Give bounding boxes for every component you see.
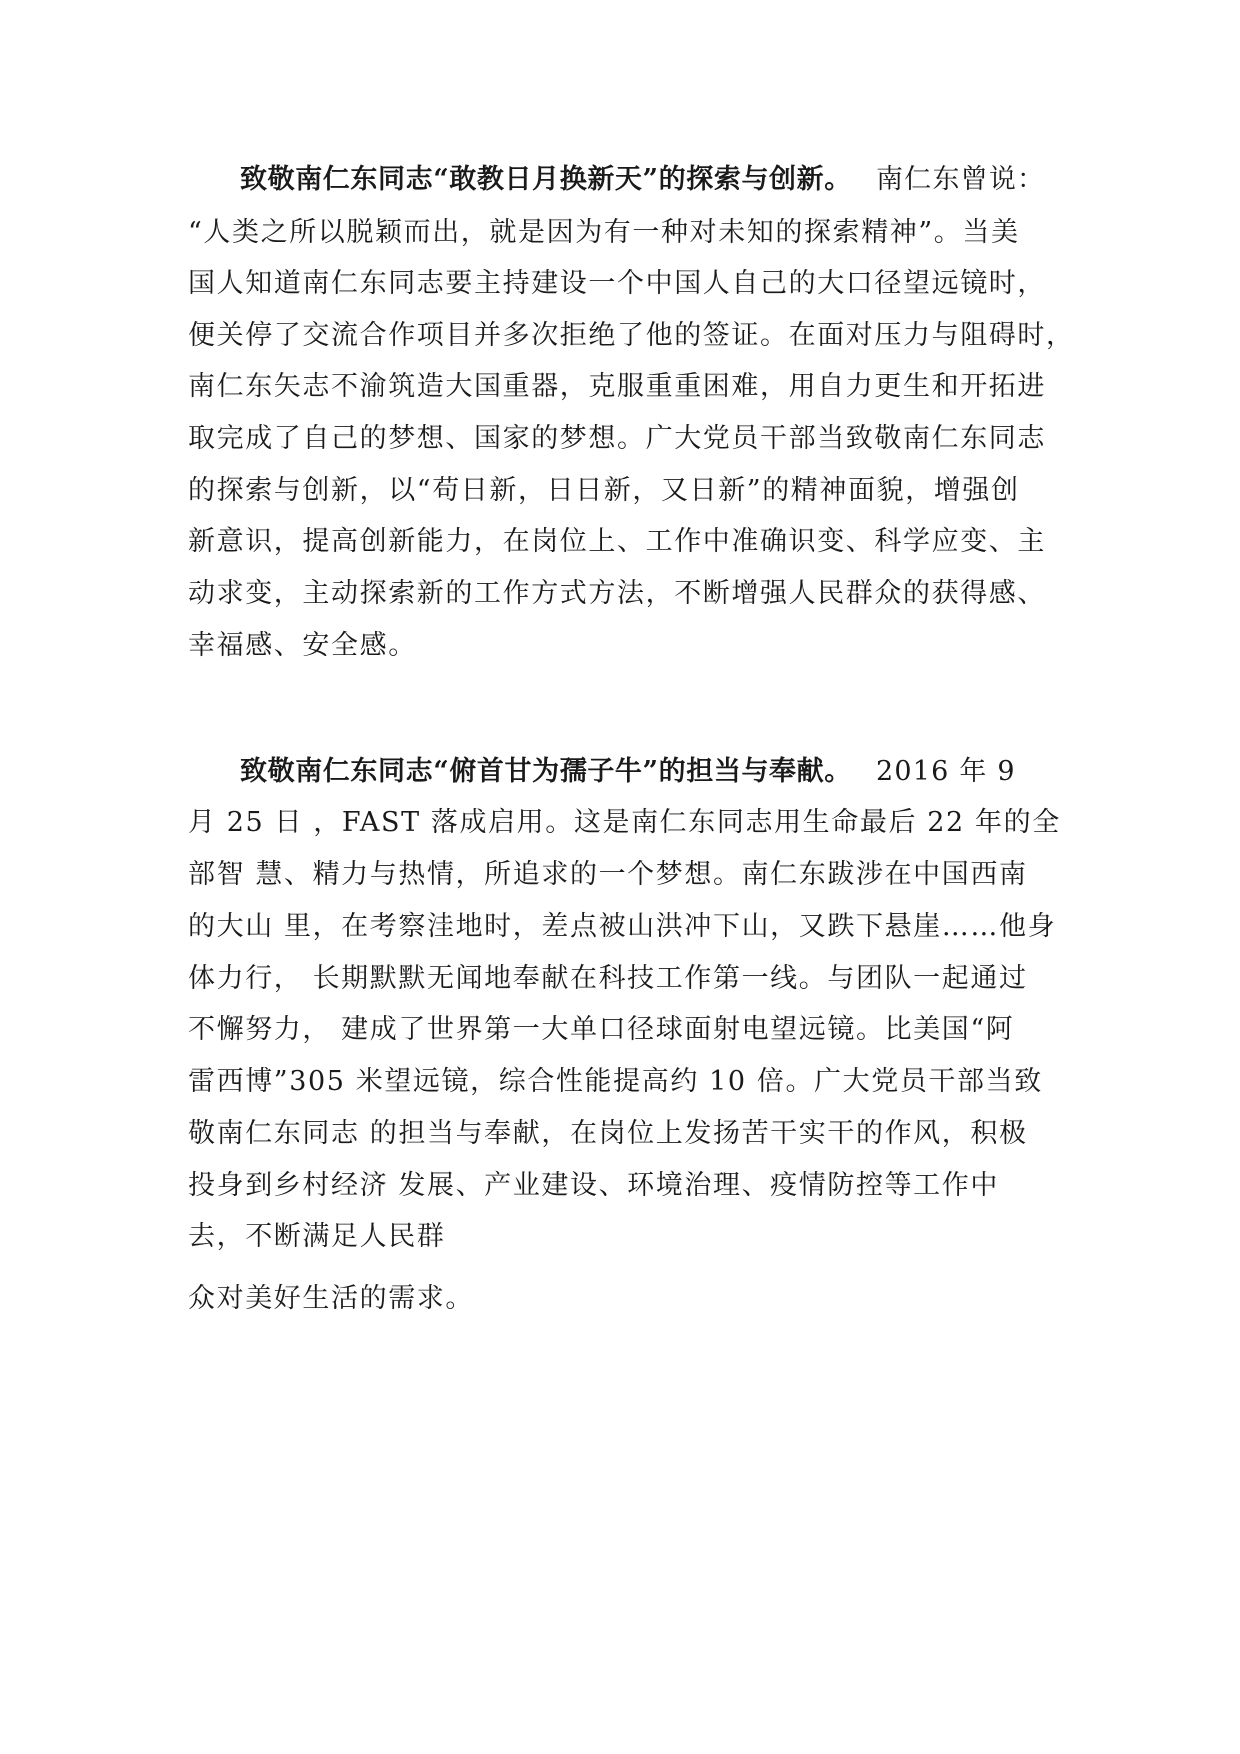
paragraph-2-line: 众对美好生活的需求。 — [188, 1283, 474, 1314]
paragraph-1-lead: 南仁东曾说： — [876, 164, 1046, 195]
paragraph-1-line: “人类之所以脱颖而出，就是因为有一种对未知的探索精神”。当美 — [188, 217, 1020, 248]
paragraph-1-line: 取完成了自己的梦想、国家的梦想。广大党员干部当致敬南仁东同志 — [188, 423, 1046, 454]
paragraph-1-heading: 致敬南仁东同志“敢教日月换新天”的探索与创新。 — [240, 164, 852, 195]
paragraph-2-heading: 致敬南仁东同志“俯首甘为孺子牛”的担当与奉献。 — [240, 756, 852, 787]
paragraph-2-line: 部智 慧、精力与热情，所追求的一个梦想。南仁东跋涉在中国西南 — [188, 859, 1028, 890]
paragraph-2-line: 雷西博”305 米望远镜，综合性能提高约 10 倍。广大党员干部当致 — [188, 1066, 1043, 1097]
paragraph-2-line: 月 25 日 ，FAST 落成启用。这是南仁东同志用生命最后 22 年的全 — [188, 807, 1061, 838]
paragraph-1-first-line — [240, 163, 1068, 197]
paragraph-2-line: 去，不断满足人民群 — [188, 1221, 446, 1252]
paragraph-1-line: 的探索与创新，以“苟日新，日日新，又日新”的精神面貌，增强创 — [188, 475, 1020, 506]
paragraph-2-first-line — [240, 755, 1068, 789]
paragraph-1-line: 便关停了交流合作项目并多次拒绝了他的签证。在面对压力与阻碍时， — [188, 320, 1075, 351]
paragraph-2-lead: 2016 年 9 — [876, 756, 1016, 787]
paragraph-1-line: 新意识，提高创新能力，在岗位上、工作中准确识变、科学应变、主 — [188, 526, 1046, 557]
paragraph-2-line: 的大山 里，在考察洼地时，差点被山洪冲下山，又跌下悬崖……他身 — [188, 911, 1057, 942]
paragraph-1-line: 动求变，主动探索新的工作方式方法，不断增强人民群众的获得感、 — [188, 578, 1046, 609]
paragraph-1-line: 国人知道南仁东同志要主持建设一个中国人自己的大口径望远镜时， — [188, 268, 1046, 299]
paragraph-1-line: 幸福感、安全感。 — [188, 630, 417, 661]
paragraph-2-line: 不懈努力， 建成了世界第一大单口径球面射电望远镜。比美国“阿 — [188, 1014, 1015, 1045]
paragraph-2-line: 敬南仁东同志 的担当与奉献，在岗位上发扬苦干实干的作风，积极 — [188, 1118, 1028, 1149]
paragraph-2-line: 体力行， 长期默默无闻地奉献在科技工作第一线。与团队一起通过 — [188, 963, 1028, 994]
paragraph-2-line: 投身到乡村经济 发展、产业建设、环境治理、疫情防控等工作中 — [188, 1170, 999, 1201]
paragraph-1-line: 南仁东矢志不渝筑造大国重器，克服重重困难，用自力更生和开拓进 — [188, 371, 1046, 402]
